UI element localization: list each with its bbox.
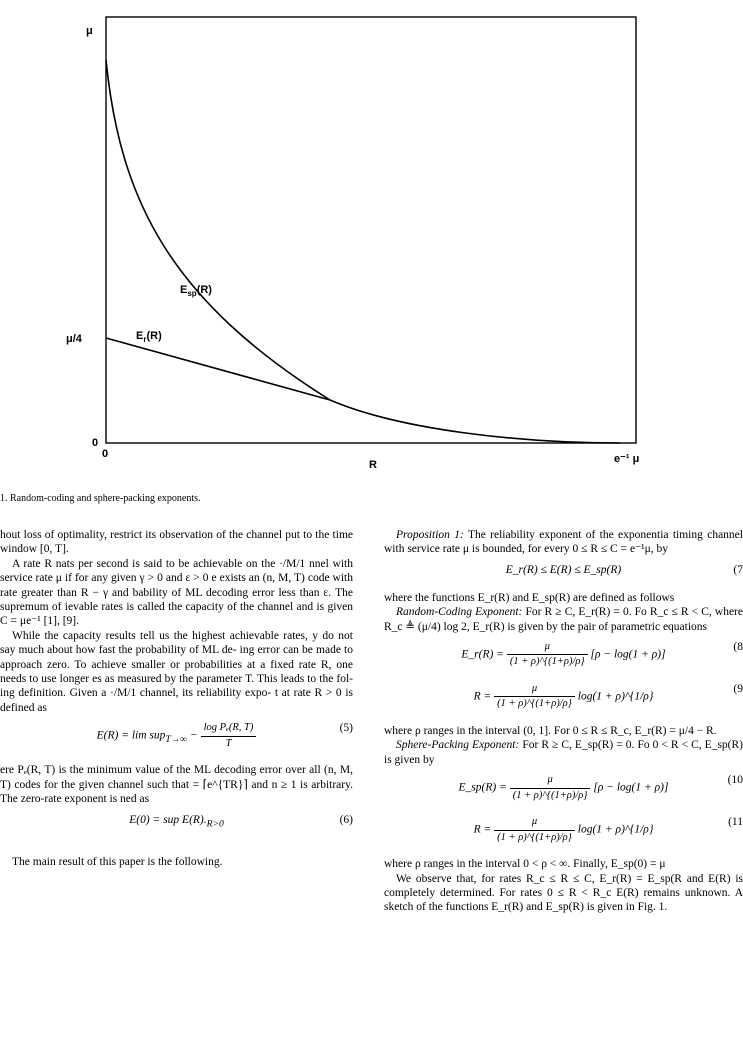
right-column [384, 528, 743, 915]
exponents-figure [0, 0, 743, 480]
equation-5: E(R) = lim sup$_{T\to\infty}$ − $\frac{\text{log Pₑ(R, T)}}{T}$ (5) [0, 721, 353, 757]
equation-number: (5) [339, 722, 353, 735]
y-tick-zero: 0 [92, 437, 99, 449]
proposition: Proposition 1: The reliability exponent of the exponentia timing channel with service rate μ is bounded, for every 0 ≤ R ≤ C = e⁻¹μ, by [384, 529, 743, 556]
equation-number: (8 [733, 641, 743, 654]
er-curve-label: $E_r(R)$ [136, 330, 162, 344]
paragraph: where ρ ranges in the interval (0, 1]. For 0 ≤ R ≤ R_c, E_r(R) = μ/4 − R. [384, 725, 717, 738]
paragraph: A rate R nats per second is said to be achievable on the ·/M/1 nnel with service rate μ if for any given γ > 0 and ε > 0 e exists an (n, M, T) code with rate greater than R − γ and bability of ML decoding error less than ε. The supremum of ievable rates is called the capacity of the channel and is given C = μe⁻¹ [1], [9]. [0, 557, 353, 628]
paragraph: The main result of this paper is the following. [12, 855, 223, 868]
equation-number: (11 [728, 816, 743, 829]
equation-6: E(0) = sup $E(R)._{R>0}$ (6) [129, 813, 353, 829]
proposition-title: Proposition 1: [396, 529, 464, 541]
x-axis-label: R [369, 459, 377, 471]
random-coding-paragraph: Random-Coding Exponent: For R ≥ C, E_r(R) = 0. Fo R_c ≤ R < C, where R_c ≜ (μ/4) log 2, E_r(R) is given by the pair of parametric equations [384, 606, 743, 633]
x-tick-end: e⁻¹ μ [614, 453, 640, 465]
sphere-packing-paragraph: Sphere-Packing Exponent: For R ≥ C, E_sp(R) = 0. Fo 0 < R < C, E_sp(R) is given by [384, 739, 743, 766]
paragraph: where the functions E_r(R) and E_sp(R) are defined as follows [384, 591, 675, 604]
plot-frame [106, 17, 636, 443]
equation-7: E_r(R) ≤ E(R) ≤ E_sp(R) (7 [505, 563, 743, 576]
equation-number: (9 [733, 683, 743, 696]
eq5-fraction: $\frac{\text{log Pₑ(R, T)}}{T}$ [201, 721, 257, 751]
eq6-sub: R>0 [206, 817, 224, 829]
eq5-lhs: E(R) = lim sup [96, 729, 166, 742]
equation-number: (10 [727, 774, 743, 787]
y-axis-label: μ [86, 25, 93, 37]
paragraph: ere Pₑ(R, T) is the minimum value of the ML decoding error over all (n, M, T) codes for the given channel such that = ⌈e^{TR}⌉ and n ≥ 1 is arbitrary. The zero-rate exponent is ned as [0, 764, 353, 806]
eq5-sub: T→∞ [165, 734, 188, 746]
random-coding-line [106, 338, 330, 400]
subheading: Random-Coding Exponent: [396, 606, 523, 619]
paragraph: hout loss of optimality, restrict its observation of the channel put to the time window [0, T]. [0, 529, 353, 556]
equation-number: (7 [733, 563, 743, 576]
esp-curve-label: $E_{sp}(R)$ [180, 284, 212, 298]
sphere-packing-curve [106, 60, 620, 443]
y-tick-mu-over-4: μ/4 [66, 333, 82, 345]
x-tick-zero: 0 [102, 448, 109, 460]
equation-9: R = $\frac{\mu}{(1 + \rho)\^{}\{(1+\rho)/\rho\}}$ log(1 + ρ)^{1/ρ} (9 [473, 683, 743, 710]
subheading: Sphere-Packing Exponent: [396, 739, 520, 752]
paragraph: While the capacity results tell us the highest achievable rates, y do not say much about how fast the probability of ML de- ing error can be made to approach zero. To achieve smaller or probabilities at a fixed rate R, one needs to use longer es as measured by the parameter T. This leads to the fol- ing definition. Given a ·/M/1 channel, its reliability expo- t at rate R > 0 is defined as [0, 629, 353, 714]
equation-8: E_r(R) = $\frac{\mu}{(1 + \rho)\^{}\{(1+\rho)/\rho\}}$ [ρ − log(1 + ρ)] (8 [461, 641, 743, 668]
equation-11: R = $\frac{\mu}{(1 + \rho)\^{}\{(1+\rho)/\rho\}}$ log(1 + ρ)^{1/ρ} (11 [473, 816, 743, 843]
equation-number: (6) [339, 813, 353, 826]
left-column [0, 528, 353, 869]
paragraph: We observe that, for rates R_c ≤ R ≤ C, E_r(R) = E_sp(R and E(R) is completely determined. For rates 0 ≤ R < R_c E(R) remains unknown. A sketch of the functions E_r(R) and E_sp(R) is given in Fig. 1. [384, 872, 743, 914]
paragraph: where ρ ranges in the interval 0 < ρ < ∞. Finally, E_sp(0) = μ [384, 858, 666, 871]
equation-10: E_sp(R) = $\frac{\mu}{(1 + \rho)\^{}\{(1+\rho)/\rho\}}$ [ρ − log(1 + ρ)] (10 [458, 774, 743, 801]
figure-caption: 1. Random-coding and sphere-packing exponents. [0, 493, 201, 504]
